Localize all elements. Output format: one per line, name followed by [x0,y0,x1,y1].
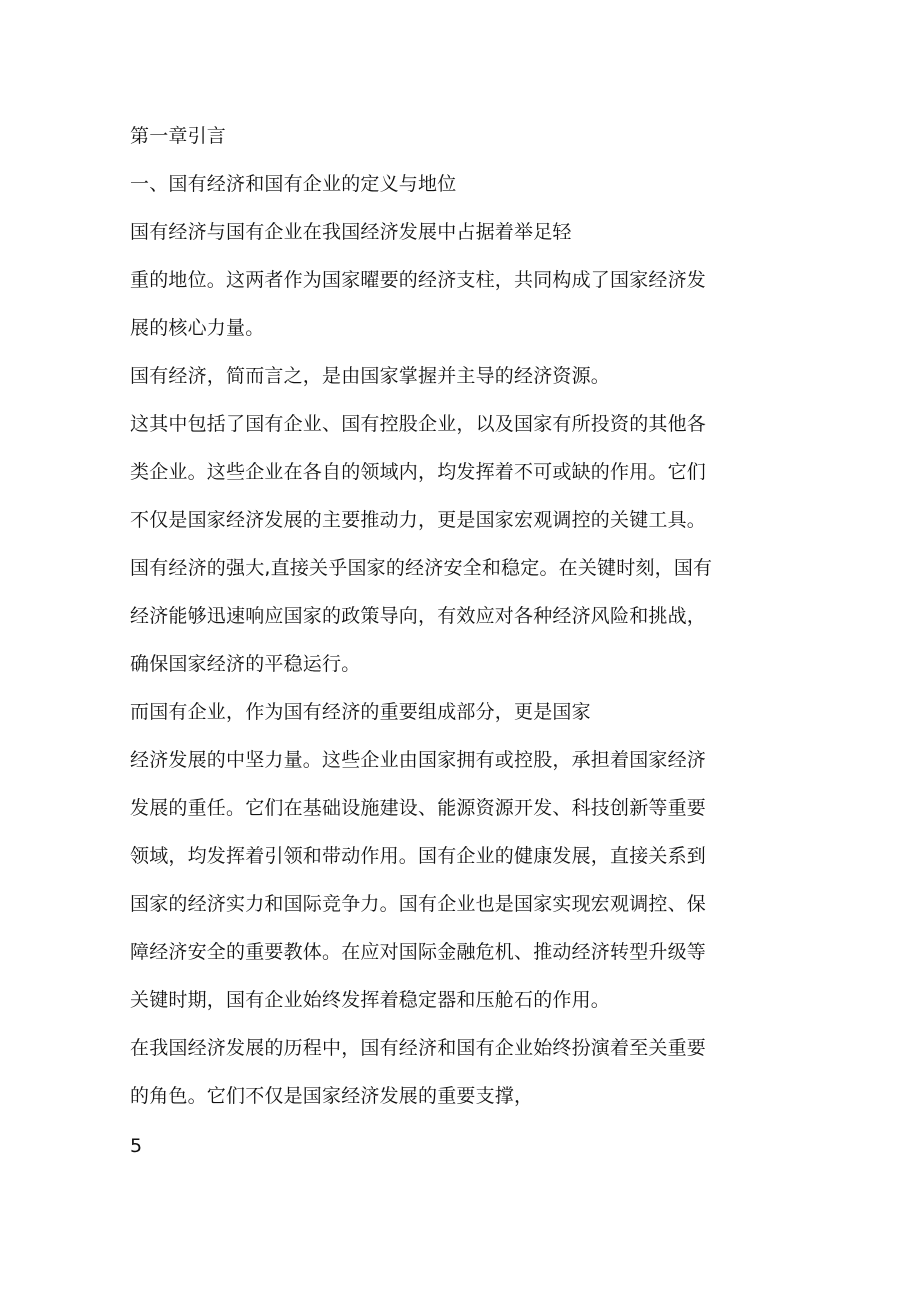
text-line: 在我国经济发展的历程中，国有经济和国有企业始终扮演着至关重要 [130,1037,707,1059]
text-line: 领域，均发挥着引领和带动作用。国有企业的健康发展，直接关系到 [130,845,707,867]
section-heading: 一、国有经济和国有企业的定义与地位 [130,173,457,195]
text-line: 类企业。这些企业在各自的领域内，均发挥着不可或缺的作用。它们 [130,461,707,483]
text-line: 确保国家经济的平稳运行。 [130,653,361,675]
chapter-title: 第一章引言 [130,125,227,147]
text-line: 重的地位。这两者作为国家曜要的经济支柱，共同构成了国家经济发 [130,269,707,291]
text-line: 经济能够迅速响应国家的政策导向，有效应对各种经济风险和挑战， [130,605,707,627]
text-line: 展的核心力量。 [130,317,265,339]
text-line: 而国有企业，作为国有经济的重要组成部分，更是国家 [130,701,591,723]
text-line: 国有经济，简而言之，是由国家掌握并主导的经济资源。 [130,365,611,387]
text-line: 这其中包括了国有企业、国有控股企业，以及国家有所投资的其他各 [130,413,707,435]
text-line: 国有经济与国有企业在我国经济发展中占据着举足轻 [130,221,572,243]
text-line: 经济发展的中坚力量。这些企业由国家拥有或控股，承担着国家经济 [130,749,707,771]
text-line: 国家的经济实力和国际竞争力。国有企业也是国家实现宏观调控、保 [130,893,707,915]
page-number: 5 [130,1135,143,1157]
text-line: 障经济安全的重要教体。在应对国际金融危机、推动经济转型升级等 [130,941,707,963]
text-line: 关键时期，国有企业始终发挥着稳定器和压舱石的作用。 [130,989,611,1011]
text-line: 不仅是国家经济发展的主要推动力，更是国家宏观调控的关键工具。 [130,509,707,531]
document-body [130,112,750,1120]
text-line: 国有经济的强大,直接关乎国家的经济安全和稳定。在关键时刻，国有 [130,557,713,579]
text-line: 发展的重任。它们在基础设施建设、能源资源开发、科技创新等重要 [130,797,707,819]
text-line: 的角色。它们不仅是国家经济发展的重要支撑， [130,1085,534,1107]
